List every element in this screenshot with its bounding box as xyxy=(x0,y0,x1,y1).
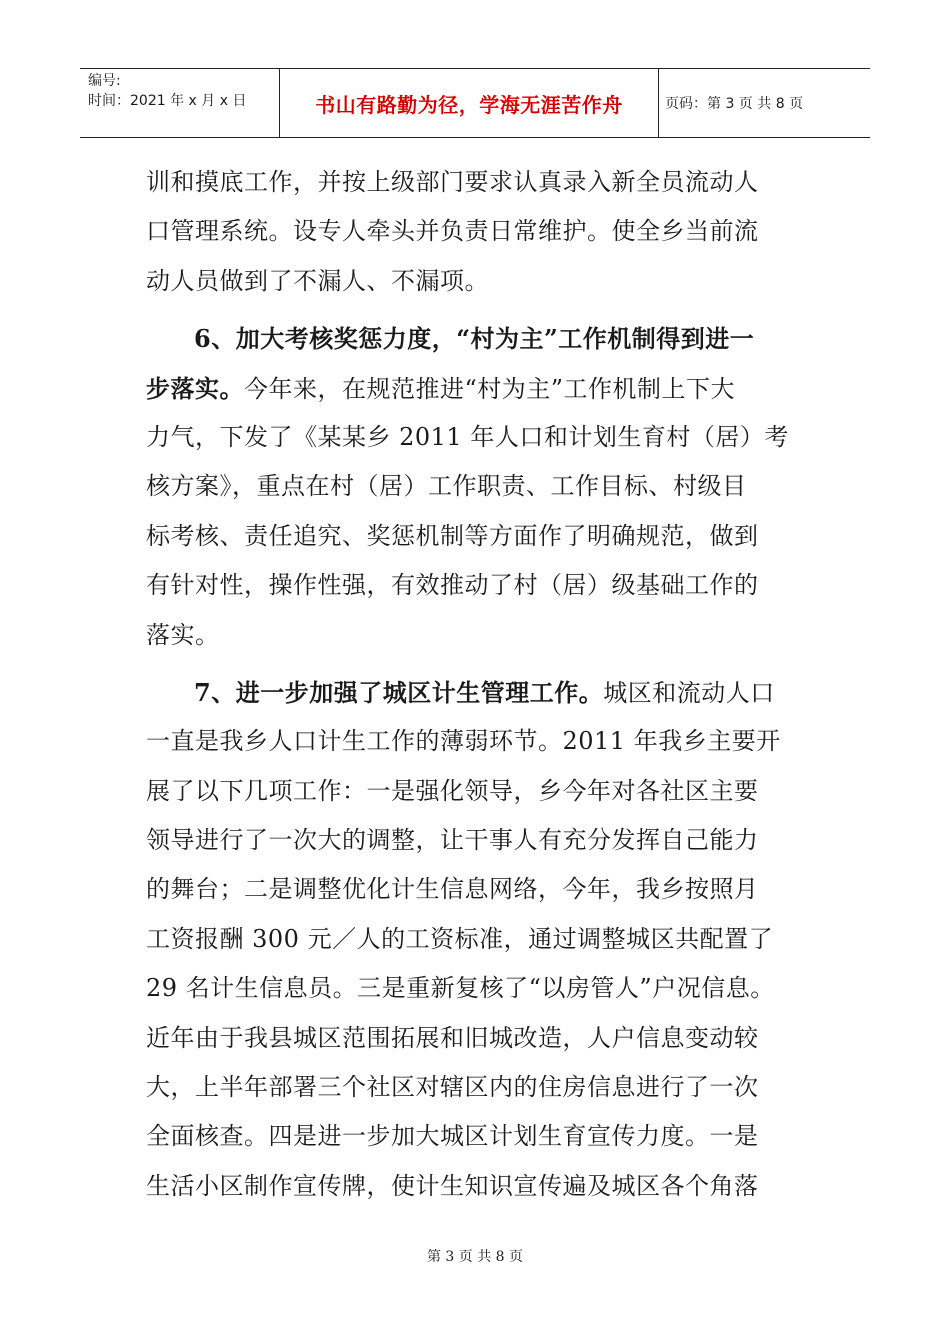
text-line: 大，上半年部署三个社区对辖区内的住房信息进行了一次 xyxy=(146,1073,759,1102)
text-line xyxy=(146,364,810,413)
section-heading-6 xyxy=(146,314,810,363)
text-line: 展了以下几项工作：一是强化领导，乡今年对各社区主要 xyxy=(146,776,759,805)
document-body xyxy=(146,158,810,1211)
text-line: 全面核查。四是进一步加大城区计划生育宣传力度。一是 xyxy=(146,1122,759,1151)
heading-text: 6、加大考核奖惩力度，“村为主”工作机制得到进一 xyxy=(194,324,755,354)
heading-text: 步落实。 xyxy=(146,373,244,403)
text-line: 29 名计生信息员。三是重新复核了“以房管人”户况信息。 xyxy=(146,974,775,1003)
text-line: 落实。 xyxy=(146,620,220,649)
text-line: 训和摸底工作，并按上级部门要求认真录入新全员流动人 xyxy=(146,168,759,196)
section-heading-7 xyxy=(146,668,810,717)
text-line: 近年由于我县城区范围拓展和旧城改造，人户信息变动较 xyxy=(146,1023,759,1052)
text-line: 有针对性，操作性强，有效推动了村（居）级基础工作的 xyxy=(146,571,759,600)
page-footer: 第 3 页 共 8 页 xyxy=(426,1249,524,1265)
text-line: 领导进行了一次大的调整，让干事人有充分发挥自己能力 xyxy=(146,826,759,855)
header-page-info: 页码：第 3 页 共 8 页 xyxy=(665,96,804,112)
paragraph-text: 今年来，在规范推进“村为主”工作机制上下大 xyxy=(244,374,736,403)
text-line: 核方案》，重点在村（居）工作职责、工作目标、村级目 xyxy=(146,472,747,501)
text-line: 力气，下发了《某某乡 2011 年人口和计划生育村（居）考 xyxy=(146,422,789,451)
text-line: 口管理系统。设专人牵头并负责日常维护。使全乡当前流 xyxy=(146,217,759,246)
text-line: 生活小区制作宣传牌，使计生知识宣传遍及城区各个角落 xyxy=(146,1171,759,1200)
paragraph-text: 城区和流动人口 xyxy=(603,678,775,707)
text-line: 工资报酬 300 元／人的工资标准，通过调整城区共配置了 xyxy=(146,924,774,953)
heading-text: 7、进一步加强了城区计生管理工作。 xyxy=(194,677,604,707)
text-line: 的舞台；二是调整优化计生信息网络，今年，我乡按照月 xyxy=(146,875,759,904)
text-line: 动人员做到了不漏人、不漏项。 xyxy=(146,266,489,295)
document-number: 编号: xyxy=(88,73,121,89)
text-line: 标考核、责任追究、奖惩机制等方面作了明确规范，做到 xyxy=(146,521,759,550)
header-meta xyxy=(80,69,280,137)
document-date: 时间：2021 年 x 月 x 日 xyxy=(88,93,247,109)
text-line: 一直是我乡人口计生工作的薄弱环节。2011 年我乡主要开 xyxy=(146,727,781,756)
header-motto: 书山有路勤为径，学海无涯苦作舟 xyxy=(280,69,659,137)
page-header xyxy=(80,68,870,138)
